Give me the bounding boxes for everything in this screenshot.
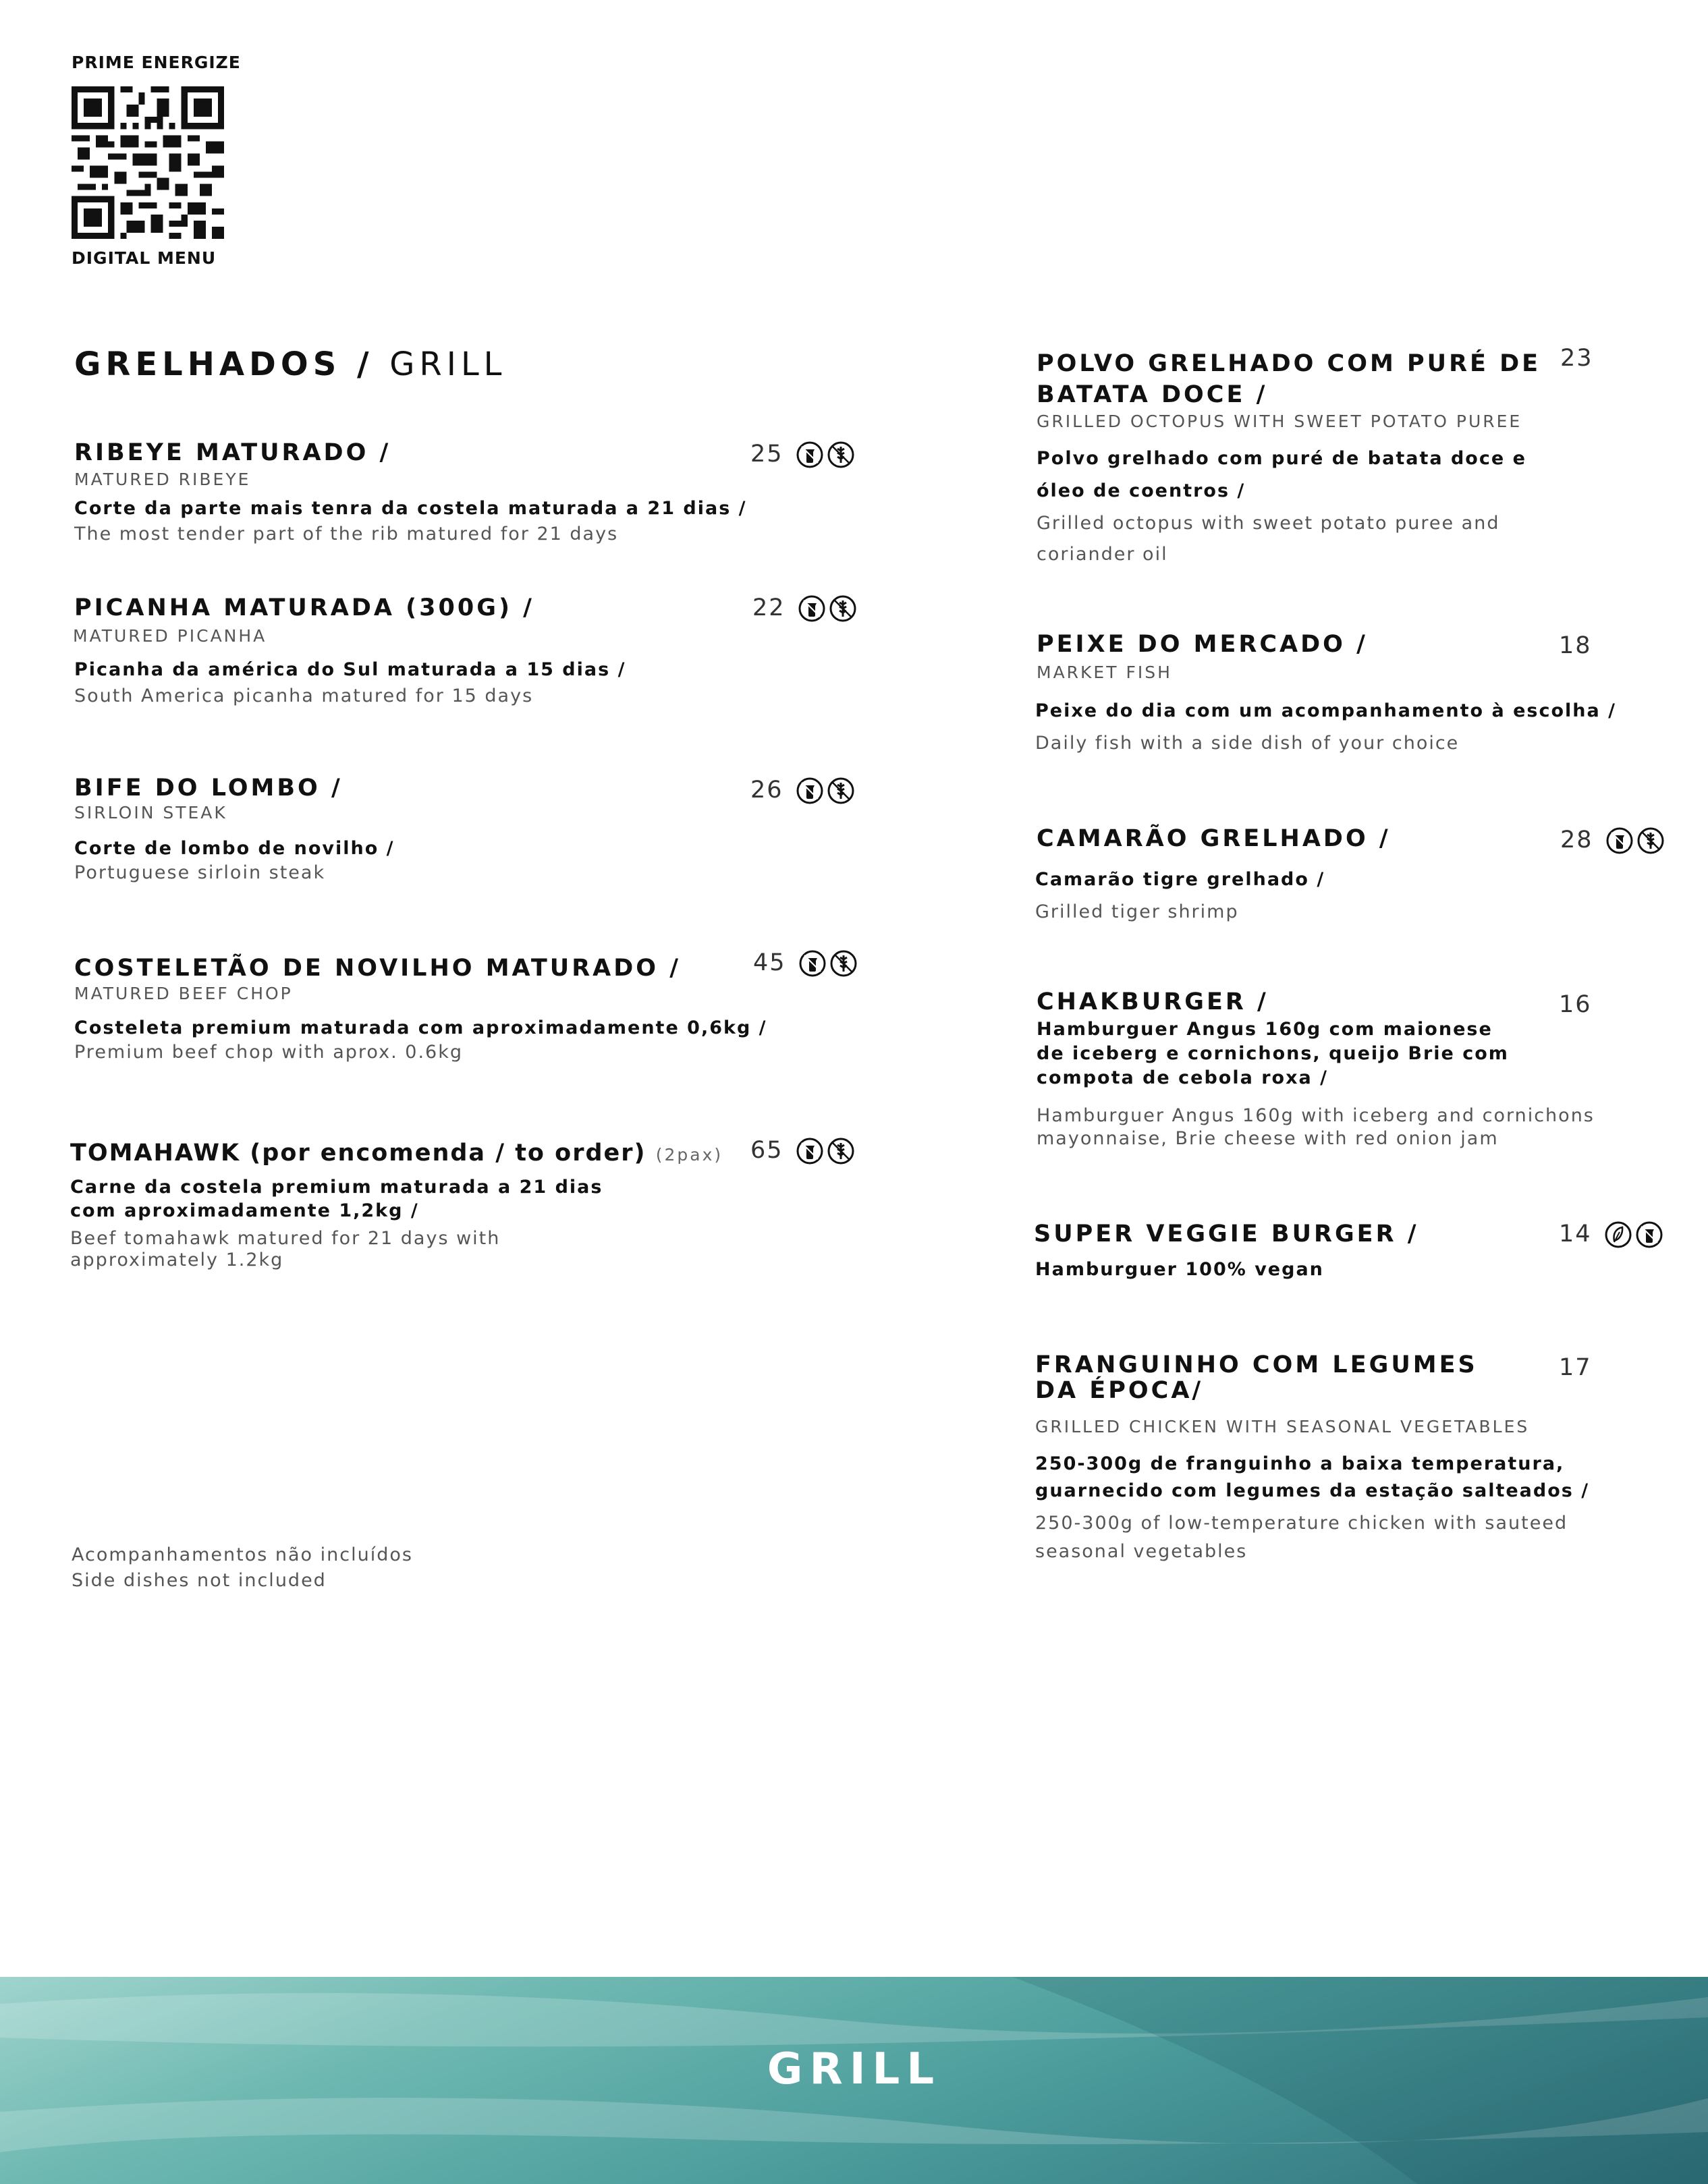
item-price-tomahawk [750, 1135, 854, 1166]
item-desc-pt: Camarão tigre grelhado / [1035, 869, 1325, 890]
item-desc-pt: Hamburguer 100% vegan [1035, 1259, 1324, 1280]
item-desc-en: coriander oil [1037, 544, 1168, 565]
section-title [74, 345, 506, 383]
item-name-veggie-burger: SUPER VEGGIE BURGER / [1034, 1221, 1419, 1248]
digital-menu-label: DIGITAL MENU [72, 248, 217, 268]
item-name-tomahawk [70, 1138, 723, 1171]
item-price-market-fish: 18 [1559, 632, 1592, 659]
item-subtitle: MATURED BEEF CHOP [74, 984, 293, 1003]
item-price-octopus: 23 [1560, 345, 1593, 372]
price-value: 14 [1559, 1221, 1592, 1248]
item-name-shrimp: CAMARÃO GRELHADO / [1037, 825, 1391, 852]
gluten-free-icon [1637, 827, 1664, 854]
gluten-free-icon [827, 441, 854, 468]
item-subtitle: GRILLED OCTOPUS WITH SWEET POTATO PUREE [1037, 412, 1522, 431]
qr-code[interactable] [72, 86, 224, 239]
item-name-beef-chop: COSTELETÃO DE NOVILHO MATURADO / [74, 955, 682, 982]
item-desc-en: Premium beef chop with aprox. 0.6kg [74, 1042, 463, 1063]
item-desc-pt: Corte de lombo de novilho / [74, 838, 395, 859]
item-desc-en: 250-300g of low-temperature chicken with sauteed [1035, 1513, 1568, 1534]
lactose-free-icon [1606, 827, 1633, 854]
item-price-chicken: 17 [1559, 1354, 1592, 1381]
item-desc-pt: Polvo grelhado com puré de batata doce e [1037, 448, 1526, 469]
item-name-chakburger: CHAKBURGER / [1037, 988, 1269, 1015]
item-desc-pt: Hamburguer Angus 160g com maionese [1037, 1019, 1493, 1040]
item-name-market-fish: PEIXE DO MERCADO / [1037, 631, 1368, 658]
item-desc-en: Grilled octopus with sweet potato puree and [1037, 513, 1500, 534]
item-desc-en: seasonal vegetables [1035, 1541, 1248, 1562]
lactose-free-icon [796, 1138, 823, 1165]
item-desc-pt: com aproximadamente 1,2kg / [70, 1200, 419, 1221]
lactose-free-icon [796, 777, 823, 804]
item-desc-en: Daily fish with a side dish of your choice [1035, 733, 1460, 754]
price-value: 45 [753, 949, 786, 976]
item-desc-pt: Picanha da américa do Sul maturada a 15 dias / [74, 659, 626, 680]
price-value: 28 [1560, 827, 1593, 853]
item-subtitle: MARKET FISH [1037, 663, 1172, 682]
item-subtitle: GRILLED CHICKEN WITH SEASONAL VEGETABLES [1035, 1417, 1530, 1436]
item-desc-en: approximately 1.2kg [70, 1250, 284, 1270]
item-price-picanha [752, 592, 856, 623]
item-desc-en: mayonnaise, Brie cheese with red onion jam [1037, 1128, 1499, 1149]
item-desc-en: Portuguese sirloin steak [74, 862, 326, 883]
item-desc-pt: de iceberg e cornichons, queijo Brie com [1037, 1043, 1509, 1064]
tomahawk-title: TOMAHAWK (por encomenda / to order) [70, 1140, 646, 1167]
item-price-shrimp [1560, 824, 1664, 856]
gluten-free-icon [830, 950, 857, 977]
item-name-ribeye: RIBEYE MATURADO / [74, 439, 391, 466]
note-en: Side dishes not included [72, 1570, 327, 1591]
item-desc-pt: Corte da parte mais tenra da costela maturada a 21 dias / [74, 498, 747, 519]
lactose-free-icon [796, 441, 823, 468]
gluten-free-icon [829, 595, 856, 622]
lactose-free-icon [799, 950, 826, 977]
lactose-free-icon [798, 595, 825, 622]
item-price-sirloin [750, 775, 854, 806]
lactose-free-icon [1636, 1221, 1663, 1248]
price-value: 26 [750, 777, 783, 804]
banner-label: GRILL [767, 2044, 941, 2094]
item-name-picanha: PICANHA MATURADA (300G) / [74, 594, 534, 621]
item-price-chakburger: 16 [1559, 991, 1592, 1018]
item-name-octopus: POLVO GRELHADO COM PURÉ DE [1037, 350, 1541, 377]
item-name-chicken-line2: DA ÉPOCA/ [1035, 1377, 1204, 1404]
item-subtitle: MATURED PICANHA [73, 626, 267, 646]
footer-banner [0, 1977, 1708, 2184]
item-subtitle: MATURED RIBEYE [74, 470, 251, 489]
price-value: 22 [752, 594, 786, 621]
item-desc-pt: Carne da costela premium maturada a 21 dias [70, 1177, 603, 1198]
vegan-icon [1605, 1221, 1632, 1248]
item-price-veggie-burger [1559, 1219, 1663, 1250]
section-title-pt: GRELHADOS / [74, 345, 374, 383]
item-desc-en: Beef tomahawk matured for 21 days with [70, 1228, 501, 1249]
item-name-octopus-line2: BATATA DOCE / [1037, 381, 1268, 408]
item-desc-en: Grilled tiger shrimp [1035, 901, 1239, 922]
item-subtitle: SIRLOIN STEAK [74, 803, 227, 822]
item-desc-en: South America picanha matured for 15 days [74, 685, 534, 706]
gluten-free-icon [827, 1138, 854, 1165]
note-pt: Acompanhamentos não incluídos [72, 1544, 413, 1565]
item-desc-en: Hamburguer Angus 160g with iceberg and cornichons [1037, 1105, 1595, 1126]
item-desc-pt: Peixe do dia com um acompanhamento à escolha / [1035, 700, 1616, 721]
item-desc-en: The most tender part of the rib matured for 21 days [74, 524, 619, 544]
item-desc-pt: compota de cebola roxa / [1037, 1067, 1328, 1088]
price-value: 65 [750, 1137, 783, 1164]
brand-name: PRIME ENERGIZE [72, 53, 241, 72]
section-title-en: GRILL [389, 345, 507, 383]
item-desc-pt: guarnecido com legumes da estação salteados / [1035, 1480, 1590, 1501]
tomahawk-pax: (2pax) [655, 1145, 723, 1165]
item-name-sirloin: BIFE DO LOMBO / [74, 775, 343, 802]
item-desc-pt: Costeleta premium maturada com aproximadamente 0,6kg / [74, 1017, 767, 1038]
gluten-free-icon [827, 777, 854, 804]
item-desc-pt: 250-300g de franguinho a baixa temperatura, [1035, 1453, 1565, 1474]
item-price-ribeye [750, 439, 854, 470]
price-value: 25 [750, 441, 783, 468]
item-price-beef-chop [753, 947, 857, 978]
item-desc-pt: óleo de coentros / [1037, 480, 1246, 501]
item-name-chicken: FRANGUINHO COM LEGUMES [1035, 1351, 1478, 1378]
